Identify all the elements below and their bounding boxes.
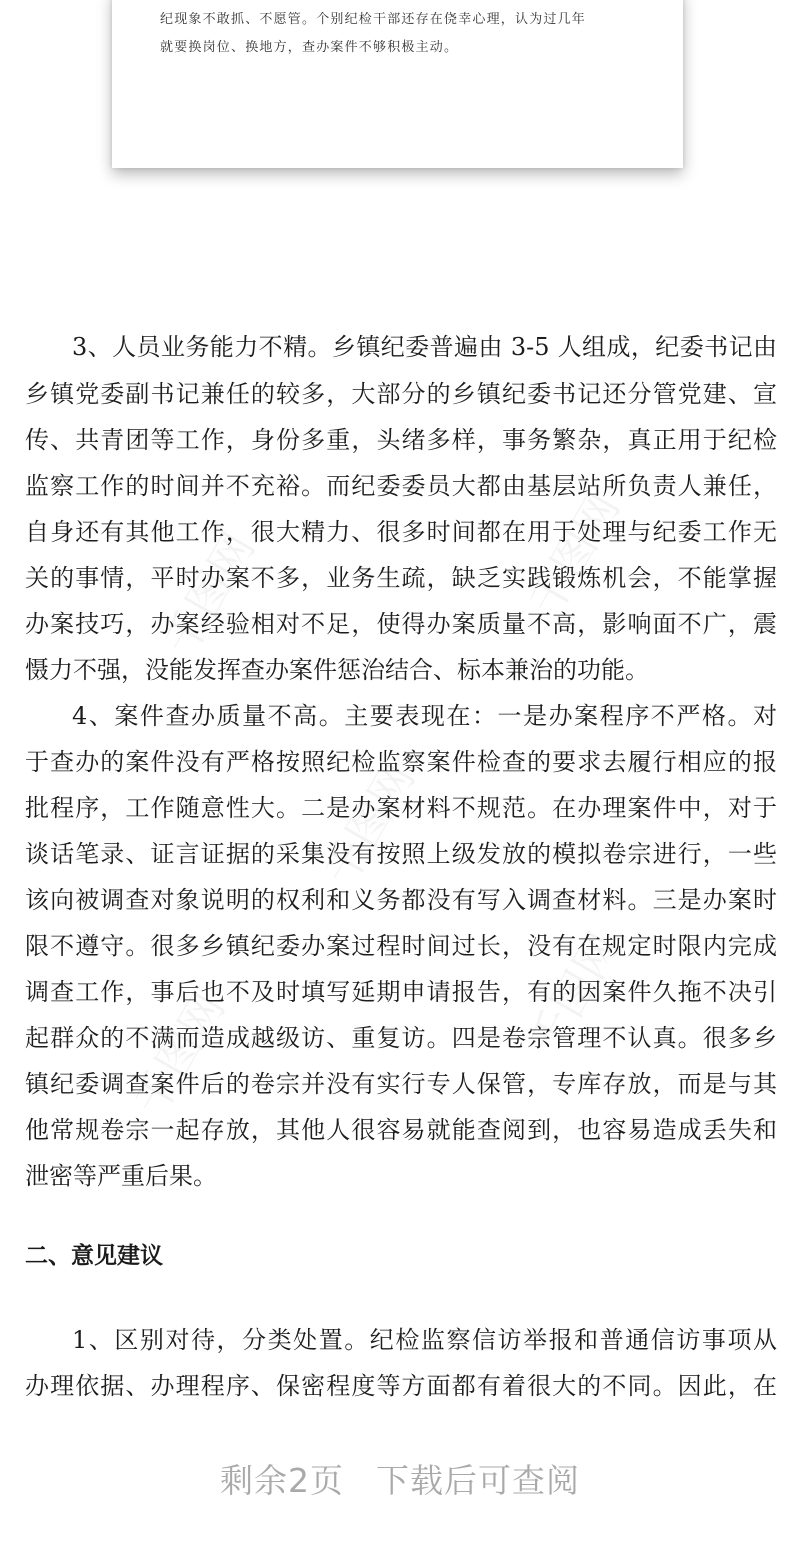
paragraph-line: 慑力不强，没能发挥查办案件惩治结合、标本兼治的功能。 <box>25 656 649 684</box>
paragraph-line: 3、人员业务能力不精。乡镇纪委普遍由 3-5 人组成，纪委书记由 <box>72 333 777 361</box>
paragraph-line: 该向被调查对象说明的权利和义务都没有写入调查材料。三是办案时 <box>25 886 777 914</box>
remaining-pages-text: 剩余2页 <box>220 1461 344 1500</box>
paragraph-line: 于查办的案件没有严格按照纪检监察案件检查的要求去履行相应的报 <box>25 748 777 776</box>
watermark: 千图网 <box>519 924 630 1065</box>
paragraph-line: 监察工作的时间并不充裕。而纪委委员大都由基层站所负责人兼任， <box>25 472 777 500</box>
paragraph-line: 4、案件查办质量不高。主要表现在：一是办案程序不严格。对 <box>72 702 777 730</box>
paragraph-line: 自身还有其他工作，很大精力、很多时间都在用于处理与纪委工作无 <box>25 518 777 546</box>
download-prompt-banner[interactable] <box>0 1455 800 1502</box>
paragraph-line: 限不遵守。很多乡镇纪委办案过程时间过长，没有在规定时限内完成 <box>25 932 777 960</box>
watermark: 千图网 <box>314 754 425 895</box>
page-preview-card <box>112 0 683 168</box>
paragraph-line: 关的事情，平时办案不多，业务生疏，缺乏实践锻炼机会，不能掌握 <box>25 564 777 592</box>
paragraph-line: 传、共青团等工作，身份多重，头绪多样，事务繁杂，真正用于纪检 <box>25 426 777 454</box>
paragraph-line: 他常规卷宗一起存放，其他人很容易就能查阅到，也容易造成丢失和 <box>25 1116 777 1144</box>
paragraph-line: 批程序，工作随意性大。二是办案材料不规范。在办理案件中，对于 <box>25 794 777 822</box>
paragraph-line: 办理依据、办理程序、保密程度等方面都有着很大的不同。因此，在 <box>25 1372 777 1400</box>
section-heading: 二、意见建议 <box>25 1243 163 1269</box>
watermark: 千图网 <box>519 484 630 625</box>
paragraph-line: 乡镇党委副书记兼任的较多，大部分的乡镇纪委书记还分管党建、宣 <box>25 380 777 408</box>
paragraph-line: 办案技巧，办案经验相对不足，使得办案质量不高，影响面不广，震 <box>25 610 777 638</box>
paragraph-line: 泄密等严重后果。 <box>25 1162 217 1190</box>
paragraph-line: 1、区别对待，分类处置。纪检监察信访举报和普通信访事项从 <box>72 1326 777 1354</box>
paragraph-line: 调查工作，事后也不及时填写延期申请报告，有的因案件久拖不决引 <box>25 978 777 1006</box>
paragraph-line: 镇纪委调查案件后的卷宗并没有实行专人保管，专库存放，而是与其 <box>25 1070 777 1098</box>
preview-line: 就要换岗位、换地方，查办案件不够积极主动。 <box>160 40 459 55</box>
paragraph-line: 谈话笔录、证言证据的采集没有按照上级发放的模拟卷宗进行，一些 <box>25 840 777 868</box>
paragraph-line: 起群众的不满而造成越级访、重复访。四是卷宗管理不认真。很多乡 <box>25 1024 777 1052</box>
preview-line: 纪现象不敢抓、不愿管。个别纪检干部还存在侥幸心理，认为过几年 <box>160 12 587 27</box>
download-link-text[interactable]: 下载后可查阅 <box>376 1461 580 1500</box>
watermark: 千图网 <box>124 984 235 1125</box>
watermark: 千图网 <box>154 524 265 665</box>
